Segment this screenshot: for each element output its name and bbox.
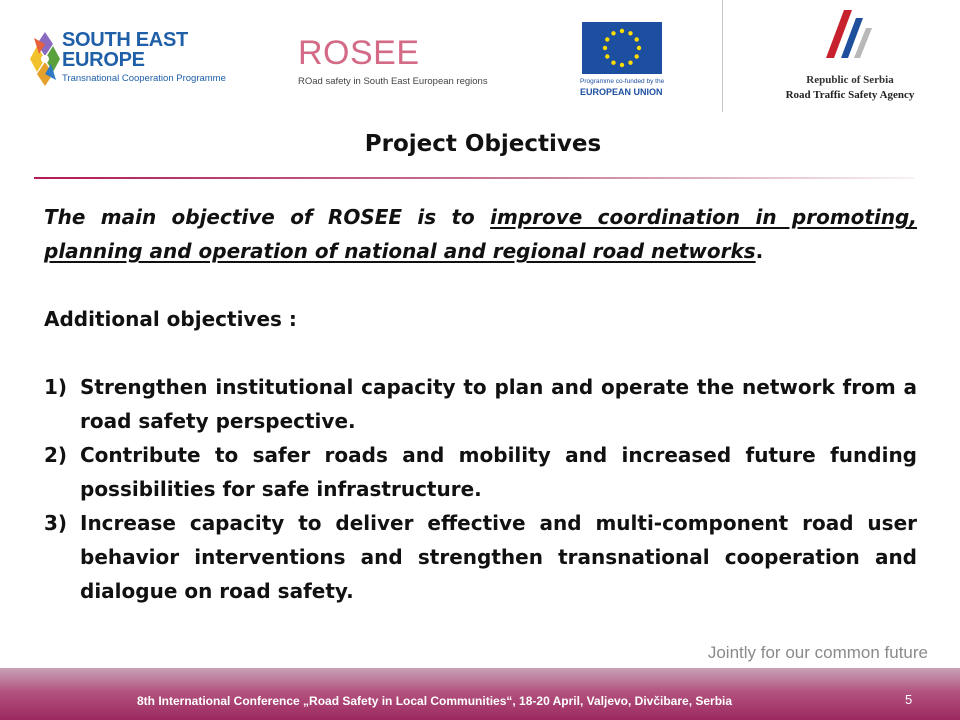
south-east-europe-logo [28,20,228,102]
rosee-logo-subtitle: ROad safety in South East European regions [298,76,488,87]
footer-bar [0,668,960,720]
see-logo-line1: SOUTH EAST [62,29,188,51]
list-item-number: 2) [44,443,68,467]
main-objective [44,200,917,268]
eu-logo-caption2: EUROPEAN UNION [580,87,663,97]
eu-flag-icon [582,22,662,74]
conference-caption: 8th International Conference „Road Safety in Local Communities“, 18-20 April, Valjevo, Divčibare, Serbia [137,694,733,708]
rosee-logo-title: ROSEE [298,34,420,72]
list-item [44,370,917,438]
list-item-text: Increase capacity to deliver effective and multi-component road user behavior interventions and strengthen transnational cooperation and dialogue on road safety. [80,511,917,603]
eu-logo-caption1: Programme co-funded by the [580,78,665,85]
rosee-logo [298,36,508,96]
objectives-list [44,370,917,608]
main-objective-prefix: The main objective of ROSEE is to [44,205,491,229]
serbia-logo-line2: Road Traffic Safety Agency [785,89,915,101]
serbia-logo-line1: Republic of Serbia [806,74,894,86]
list-item-text: Strengthen institutional capacity to plan and operate the network from a road safety perspective. [80,375,917,433]
tagline: Jointly for our common future [707,643,928,662]
header-divider [722,0,723,112]
slide-body [44,200,917,608]
main-objective-underlined: improve coordination in promoting, planning and operation of national and regional road networks [44,205,917,263]
eu-logo [578,22,668,104]
additional-objectives-heading: Additional objectives : [44,307,297,331]
list-item-number: 1) [44,375,68,399]
serbia-agency-mark-icon [818,8,878,66]
see-flower-icon [28,24,62,94]
see-logo-line3: Transnational Cooperation Programme [62,73,226,84]
page-title: Project Objectives [364,131,602,157]
see-logo-line2: EUROPE [62,49,145,71]
main-objective-suffix: . [755,239,764,263]
list-item-number: 3) [44,511,68,535]
title-underline [34,177,914,179]
list-item [44,506,917,608]
list-item [44,438,917,506]
road-traffic-safety-agency-logo [770,8,940,108]
list-item-text: Contribute to safer roads and mobility and increased future funding possibilities for safe infrastructure. [80,443,917,501]
page-number: 5 [905,692,913,707]
